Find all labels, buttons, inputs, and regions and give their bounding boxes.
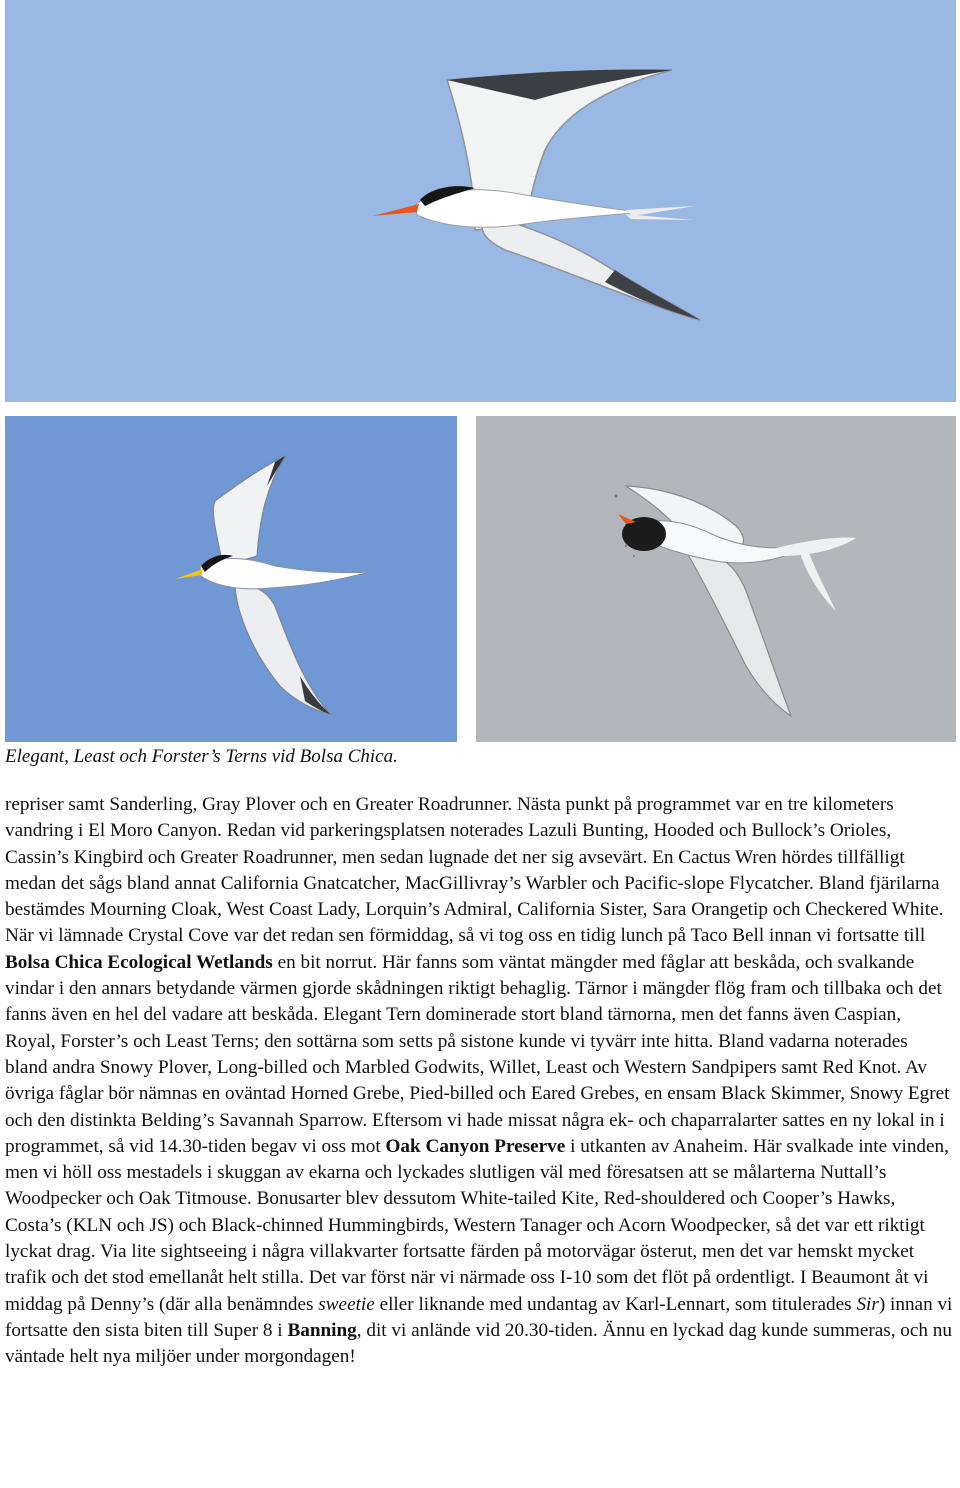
photo-elegant-tern <box>5 0 956 402</box>
location-bolsa-chica: Bolsa Chica Ecological Wetlands <box>5 951 273 973</box>
location-oak-canyon: Oak Canyon Preserve <box>385 1135 566 1157</box>
text-run: repriser samt Sanderling, Gray Plover och en Greater Roadrunner. Nästa punkt på programmet var en tre kilometers vandring i El Moro Canyon. Redan vid parkeringsplatsen noterades Lazuli Bunting, Hooded och Bullock’s Orioles, Cassin’s Kingbird och Greater Roadrunner, men sedan lugnade det ner sig avsevärt. En Cactus Wren hördes tillfälligt medan det sågs bland annat California Gnatcatcher, MacGillivray’s Warbler och Pacific-slope Flycatcher. Bland fjärilarna bestämdes Mourning Cloak, West Coast Lady, Lorquin’s Admiral, California Sister, Sara Orangetip och Checkered White. När vi lämnade Crystal Cove var det redan sen förmiddag, så vi tog oss en tidig lunch på Taco Bell innan vi fortsatte till <box>5 794 944 947</box>
photo-caption: Elegant, Least och Forster’s Terns vid Bolsa Chica. <box>5 746 398 767</box>
text-run: eller liknande med undantag av Karl-Lennart, som titulerades <box>374 1293 857 1315</box>
text-run: , dit vi anlände vid 20.30-tiden. Ännu en lyckad dag kunde summeras, och nu väntade helt nya miljöer under morgondagen! <box>5 1319 952 1368</box>
photo-forsters-tern <box>476 416 956 742</box>
italic-sir: Sir <box>856 1293 879 1315</box>
text-run: en bit norrut. Här fanns som väntat mängder med fåglar att beskåda, och svalkande vindar i den annars betydande värmen gjorde skådningen riktigt behaglig. Tärnor i mängder flög fram och tillbaka och det fanns även en hel del vadare att beskåda. Elegant Tern dominerade stort bland tärnorna, men det fanns även Caspian, Royal, Forster’s och Least Terns; den sottärna som setts på sistone kunde vi tyvärr inte hitta. Bland vadarna noterades bland andra Snowy Plover, Long-billed och Marbled Godwits, Willet, Least och Western Sandpipers samt Red Knot. Av övriga fåglar bör nämnas en oväntad Horned Grebe, Pied-billed och Eared Grebes, en ensam Black Skimmer, Snowy Egret och den distinkta Belding’s Savannah Sparrow. Eftersom vi hade missat några ek- och chaparralarter sattes en ny lokal in i programmet, så vid 14.30-tiden begav vi oss mot <box>5 951 950 1157</box>
italic-sweetie: sweetie <box>318 1293 375 1315</box>
text-run: ) innan vi fortsatte den sista biten till Super 8 i <box>5 1293 953 1341</box>
text-run: i utkanten av Anaheim. Här svalkade inte vinden, men vi höll oss mestadels i skuggan av ekarna och lyckades slutligen väl med föresatsen att se målarterna Nuttall’s Woodpecker och Oak Titmouse. Bonusarter blev dessutom White-tailed Kite, Red-shouldered och Cooper’s Hawks, Costa’s (KLN och JS) och Black-chinned Hummingbirds, Western Tanager och Acorn Woodpecker, så det var ett riktigt lyckat drag. Via lite sightseeing i några villakvarter fortsatte färden på motorvägar österut, men det var hemskt mycket trafik och det stod emellanåt helt stilla. Det var först när vi närmade oss I-10 som det flöt på ordentligt. I Beaumont åt vi middag på Denny’s (där alla benämndes <box>5 1135 949 1315</box>
trip-report-paragraph <box>5 792 953 1371</box>
photo-least-tern <box>5 416 457 742</box>
location-banning: Banning <box>287 1319 357 1341</box>
